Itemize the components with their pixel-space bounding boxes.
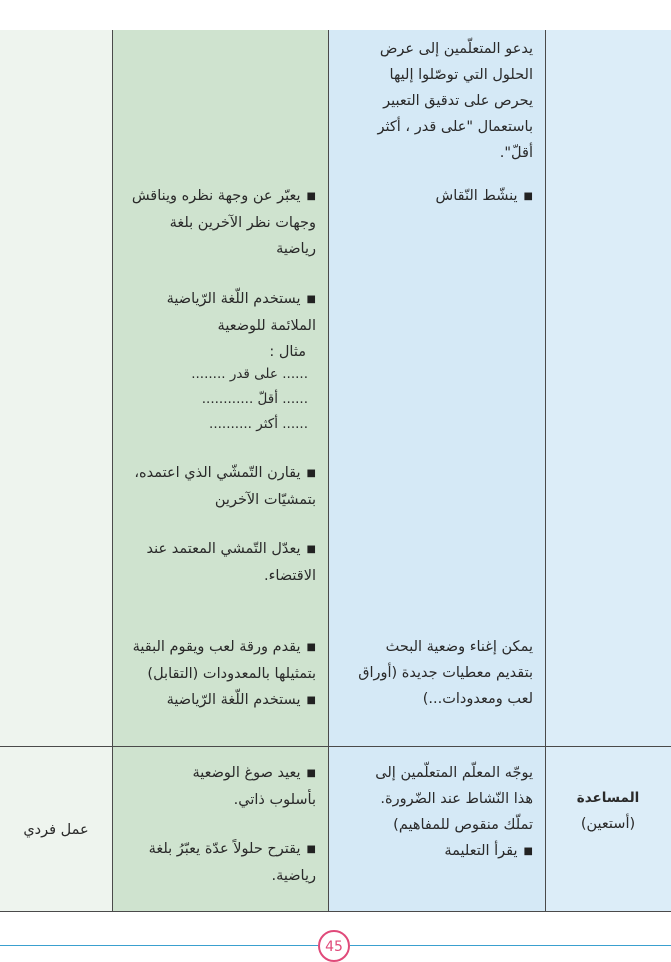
teacher-paragraph-guide: يوجّه المعلّم المتعلّمين إلى هذا النّشاط عند الضّرورة. تملّك منقوص للمفاهيم) ■ يقرأ التعليمة [340, 760, 533, 865]
top-rule [0, 0, 671, 32]
learner-bullet-math-language: ■ يستخدم اللّغة الرّياضية الملائمة للوضعية مثال : [122, 286, 316, 365]
footer-rule-right [350, 945, 671, 946]
work-mode-cell-row1 [0, 30, 112, 746]
row-divider [0, 911, 671, 912]
teacher-bullet-lead-discussion [340, 183, 533, 210]
learner-bullet-compare-approach: ■ يقارن التّمشّي الذي اعتمده، بتمشيّات الآخرين [122, 460, 316, 513]
teacher-paragraph-present-solutions: يدعو المتعلّمين إلى عرض الحلول التي توصّلوا إليها يحرص على تدقيق التعبير باستعمال "على قدر ، أكثر أقلّ". [377, 41, 533, 161]
lesson-table [0, 30, 671, 912]
work-mode-label: عمل فردي [23, 822, 89, 838]
learner-bullet-adjust-approach: ■ يعدّل التّمشي المعتمد عند الاقتضاء. [122, 536, 316, 589]
bullet-item: ■ يعبّر عن وجهة نظره ويناقش [122, 183, 316, 210]
page-number: 45 [318, 930, 350, 962]
bullet-item: ■ يقارن التّمشّي الذي اعتمده، [122, 460, 316, 487]
bullet-item: ■ يعدّل التّمشي المعتمد عند [122, 536, 316, 563]
learner-bullet-propose-solutions: ■ يقترح حلولاً عدّة يعبّرُ بلغة رياضية. [122, 836, 316, 889]
stage-label: المساعدة (أستعين) [576, 790, 640, 832]
bullet-item: ■ يقترح حلولاً عدّة يعبّرُ بلغة [122, 836, 316, 863]
learner-bullet-reformulate: ■ يعيد صوغ الوضعية بأسلوب ذاتي. [122, 760, 316, 813]
row-divider [0, 746, 671, 747]
column-divider [112, 30, 113, 912]
bullet-item: ■ يقرأ التعليمة [340, 838, 533, 865]
learner-bullet-express-view: ■ يعبّر عن وجهة نظره ويناقش وجهات نظر الآخرين بلغة رياضية [122, 183, 316, 262]
bullet-item: ■ يستخدم اللّغة الرّياضية [122, 286, 316, 313]
teacher-paragraph-enrich-search: يمكن إغناء وضعية البحث بتقديم معطيات جديدة (أوراق لعب ومعدودات...) [358, 639, 533, 707]
bullet-item: ■ يستخدم اللّغة الرّياضية [122, 687, 316, 714]
bullet-item: ■ ينشّط النّقاش [340, 183, 533, 210]
column-divider [328, 30, 329, 912]
learner-example-lines: ...... على قدر ........ ...... أقلّ ............ ...... أكثر .......... [191, 366, 308, 432]
bullet-item: ■ يعيد صوغ الوضعية [122, 760, 316, 787]
footer-rule-left [0, 945, 318, 946]
bullet-item: ■ يقدم ورقة لعب ويقوم البقية [122, 634, 316, 661]
learner-bullet-card-game: ■ يقدم ورقة لعب ويقوم البقية بتمثيلها بالمعدودات (التقابل) ■ يستخدم اللّغة الرّياضية [122, 634, 316, 714]
stage-cell-row1 [545, 30, 671, 746]
column-divider [545, 30, 546, 912]
